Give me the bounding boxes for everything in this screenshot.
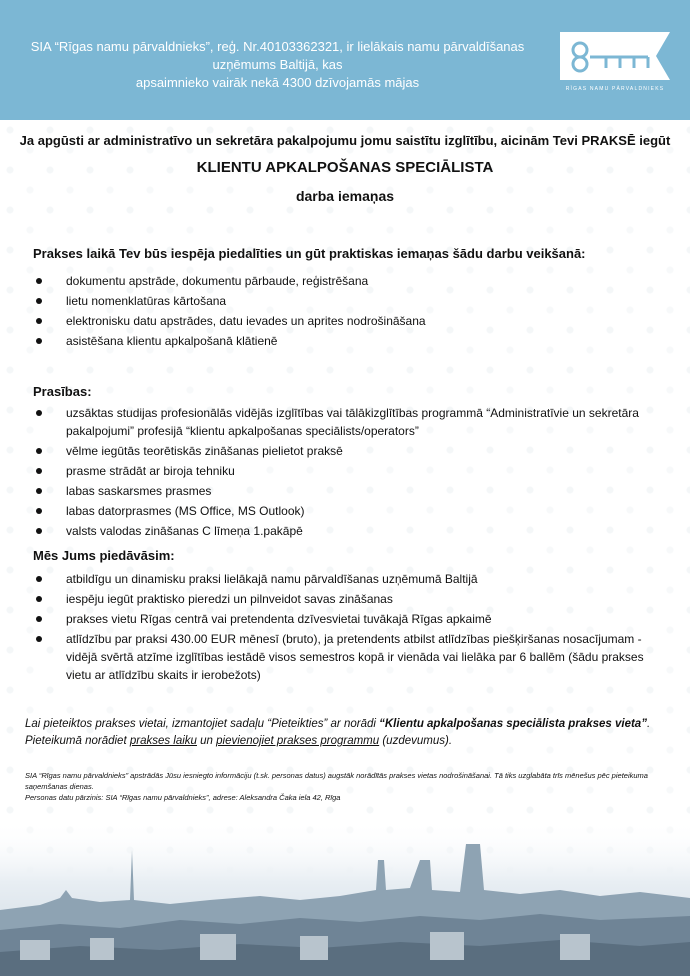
list-item: atlīdzību par praksi 430.00 EUR mēnesī (bruto), ja pretendents atbilst atlīdzības piešķiršanas nosacījumam - vidējā svērtā atzīme izglītības iestādē visos semestros kopā ir vienāda vai lielāka par 6 ballēm (šādu prakses vietu ar atlīdzību skaits ir ierobežots) <box>33 630 653 684</box>
offer-list <box>33 570 653 686</box>
apply-text: (uzdevumus). <box>379 735 453 747</box>
apply-text: un <box>196 735 217 747</box>
apply-text: . Pieteikumā norādiet <box>25 718 651 747</box>
header-banner <box>0 0 690 120</box>
list-item: prakses vietu Rīgas centrā vai pretendenta dzīvesvietai tuvākajā Rīgas apkaimē <box>33 610 653 628</box>
list-item: iespēju iegūt praktisko pieredzi un pilnveidot savas zināšanas <box>33 590 653 608</box>
apply-position-name: “Klientu apkalpošanas speciālista prakses vieta” <box>379 718 647 730</box>
apply-text: Lai pieteiktos prakses vietai, izmantojiet sadaļu “Pieteikties” ar norādi <box>25 718 380 730</box>
offer-heading: Mēs Jums piedāvāsim: <box>33 548 175 563</box>
list-item: vēlme iegūtās teorētiskās zināšanas pielietot praksē <box>33 442 653 460</box>
list-item: prasme strādāt ar biroja tehniku <box>33 462 653 480</box>
company-description <box>0 38 555 92</box>
list-item: labas saskarsmes prasmes <box>33 482 653 500</box>
list-item: asistēšana klientu apkalpošanā klātienē <box>33 332 653 350</box>
list-item: valsts valodas zināšanas C līmeņa 1.pakāpē <box>33 522 653 540</box>
apply-link-program[interactable]: pievienojiet prakses programmu <box>216 735 380 747</box>
company-description-line2: apsaimnieko vairāk nekā 4300 dzīvojamās mājas <box>135 75 420 90</box>
list-item: dokumentu apstrāde, dokumentu pārbaude, reģistrēšana <box>33 272 653 290</box>
company-description-line1: SIA “Rīgas namu pārvaldnieks”, reģ. Nr.40103362321, ir lielākais namu pārvaldīšanas uzņēmums Baltijā, kas <box>30 39 525 72</box>
privacy-note <box>25 770 665 803</box>
privacy-note-line2: Personas datu pārzinis: SIA “Rīgas namu pārvaldnieks”, adrese: Aleksandra Čaka iela 42, Rīga <box>25 793 341 802</box>
list-item: labas datorprasmes (MS Office, MS Outlook) <box>33 502 653 520</box>
requirements-list <box>33 404 653 542</box>
intro-line: Ja apgūsti ar administratīvo un sekretāra pakalpojumu jomu saistītu izglītību, aicinām Tevi PRAKSĒ iegūt <box>19 133 671 148</box>
position-subtitle: darba iemaņas <box>295 188 395 204</box>
application-instructions <box>25 716 665 750</box>
riga-skyline-image <box>0 820 690 976</box>
list-item: atbildīgu un dinamisku praksi lielākajā namu pārvaldīšanas uzņēmumā Baltijā <box>33 570 653 588</box>
tasks-list <box>33 272 653 352</box>
list-item: elektronisku datu apstrādes, datu ievades un aprites nodrošināšana <box>33 312 653 330</box>
logo-caption: RĪGAS NAMU PĀRVALDNIEKS <box>565 86 665 92</box>
position-title: KLIENTU APKALPOŠANAS SPECIĀLISTA <box>196 159 494 176</box>
list-item: lietu nomenklatūras kārtošana <box>33 292 653 310</box>
apply-link-time[interactable]: prakses laiku <box>129 735 197 747</box>
privacy-note-line1: SIA “Rīgas namu pārvaldnieks” apstrādās Jūsu iesniegto informāciju (t.sk. personas datus) augstāk norādītās prakses vietas nodrošināšanai. Tā tiks uzglabāta trīs mēnešus pēc pieteikuma saņemšanas dienas. <box>25 771 648 791</box>
list-item: uzsāktas studijas profesionālās vidējās izglītības vai tālākizglītības programmā “Administratīvie un sekretāra pakalpojumi” profesijā “klientu apkalpošanas speciālists/operators” <box>33 404 653 440</box>
intro <box>0 132 690 206</box>
requirements-heading: Prasības: <box>33 384 92 399</box>
tasks-heading: Prakses laikā Tev būs iespēja piedalīties un gūt praktiskas iemaņas šādu darbu veikšanā: <box>33 246 586 261</box>
